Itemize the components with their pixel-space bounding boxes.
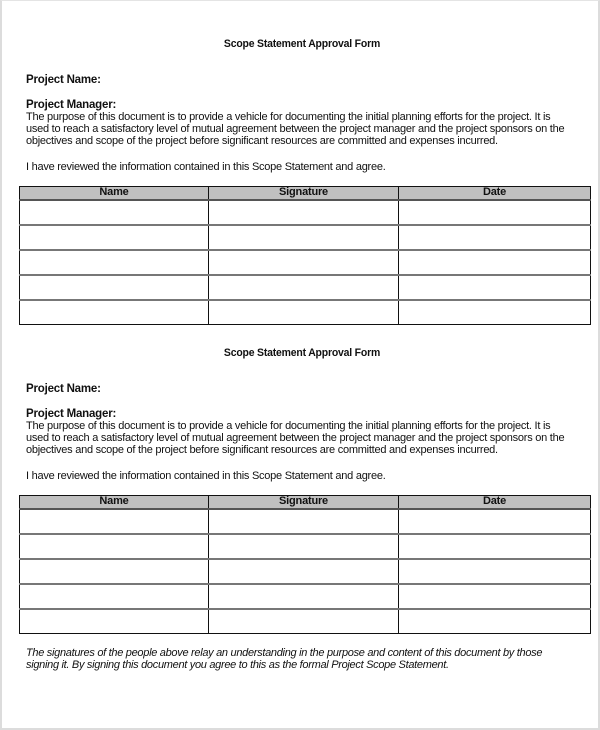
table-header-row [20, 187, 591, 200]
signature-cell[interactable] [209, 225, 399, 250]
footer-note [26, 647, 586, 671]
name-cell[interactable] [20, 275, 209, 300]
signature-cell[interactable] [209, 609, 399, 634]
agreement-text: I have reviewed the information contained in this Scope Statement and agree. [26, 161, 386, 173]
signature-table [19, 186, 591, 325]
date-cell[interactable] [399, 300, 591, 325]
name-cell[interactable] [20, 225, 209, 250]
header-name: Name [20, 187, 209, 200]
signature-cell[interactable] [209, 559, 399, 584]
signature-cell[interactable] [209, 200, 399, 225]
table-row [20, 509, 591, 534]
date-cell[interactable] [399, 534, 591, 559]
project-manager-label: Project Manager: [26, 99, 117, 111]
footer-line: signing it. By signing this document you agree to this as the formal Project Scope Statement. [26, 659, 449, 671]
header-signature: Signature [209, 496, 399, 509]
purpose-paragraph [26, 111, 596, 147]
table-row [20, 300, 591, 325]
name-cell[interactable] [20, 200, 209, 225]
name-cell[interactable] [20, 534, 209, 559]
table-row [20, 584, 591, 609]
date-cell[interactable] [399, 200, 591, 225]
table-row [20, 225, 591, 250]
signature-cell[interactable] [209, 275, 399, 300]
name-cell[interactable] [20, 609, 209, 634]
table-row [20, 275, 591, 300]
signature-cell[interactable] [209, 509, 399, 534]
name-cell[interactable] [20, 250, 209, 275]
date-cell[interactable] [399, 275, 591, 300]
purpose-line: used to reach a satisfactory level of mutual agreement between the project manager and the project sponsors on the [26, 432, 565, 444]
signature-table [19, 495, 591, 634]
purpose-paragraph [26, 420, 596, 456]
table-row [20, 559, 591, 584]
name-cell[interactable] [20, 509, 209, 534]
project-name-label: Project Name: [26, 383, 101, 395]
header-signature: Signature [209, 187, 399, 200]
header-name: Name [20, 496, 209, 509]
signature-cell[interactable] [209, 584, 399, 609]
project-manager-label: Project Manager: [26, 408, 117, 420]
name-cell[interactable] [20, 300, 209, 325]
form-title: Scope Statement Approval Form [223, 38, 381, 50]
purpose-line: The purpose of this document is to provide a vehicle for documenting the initial planning efforts for the project. It is [26, 111, 551, 123]
purpose-line: used to reach a satisfactory level of mutual agreement between the project manager and the project sponsors on the [26, 123, 565, 135]
date-cell[interactable] [399, 509, 591, 534]
date-cell[interactable] [399, 584, 591, 609]
header-date: Date [399, 187, 591, 200]
name-cell[interactable] [20, 559, 209, 584]
table-row [20, 200, 591, 225]
table-header-row [20, 496, 591, 509]
table-row [20, 250, 591, 275]
footer-line: The signatures of the people above relay an understanding in the purpose and content of this document by those [26, 647, 543, 659]
agreement-text: I have reviewed the information contained in this Scope Statement and agree. [26, 470, 386, 482]
date-cell[interactable] [399, 609, 591, 634]
header-date: Date [399, 496, 591, 509]
form-title: Scope Statement Approval Form [223, 347, 381, 359]
table-row [20, 534, 591, 559]
purpose-line: objectives and scope of the project before significant resources are committed and expenses incurred. [26, 444, 498, 456]
table-row [20, 609, 591, 634]
purpose-line: objectives and scope of the project before significant resources are committed and expenses incurred. [26, 135, 498, 147]
project-name-label: Project Name: [26, 74, 101, 86]
signature-cell[interactable] [209, 534, 399, 559]
name-cell[interactable] [20, 584, 209, 609]
date-cell[interactable] [399, 559, 591, 584]
date-cell[interactable] [399, 250, 591, 275]
signature-cell[interactable] [209, 300, 399, 325]
date-cell[interactable] [399, 225, 591, 250]
signature-cell[interactable] [209, 250, 399, 275]
purpose-line: The purpose of this document is to provide a vehicle for documenting the initial planning efforts for the project. It is [26, 420, 551, 432]
